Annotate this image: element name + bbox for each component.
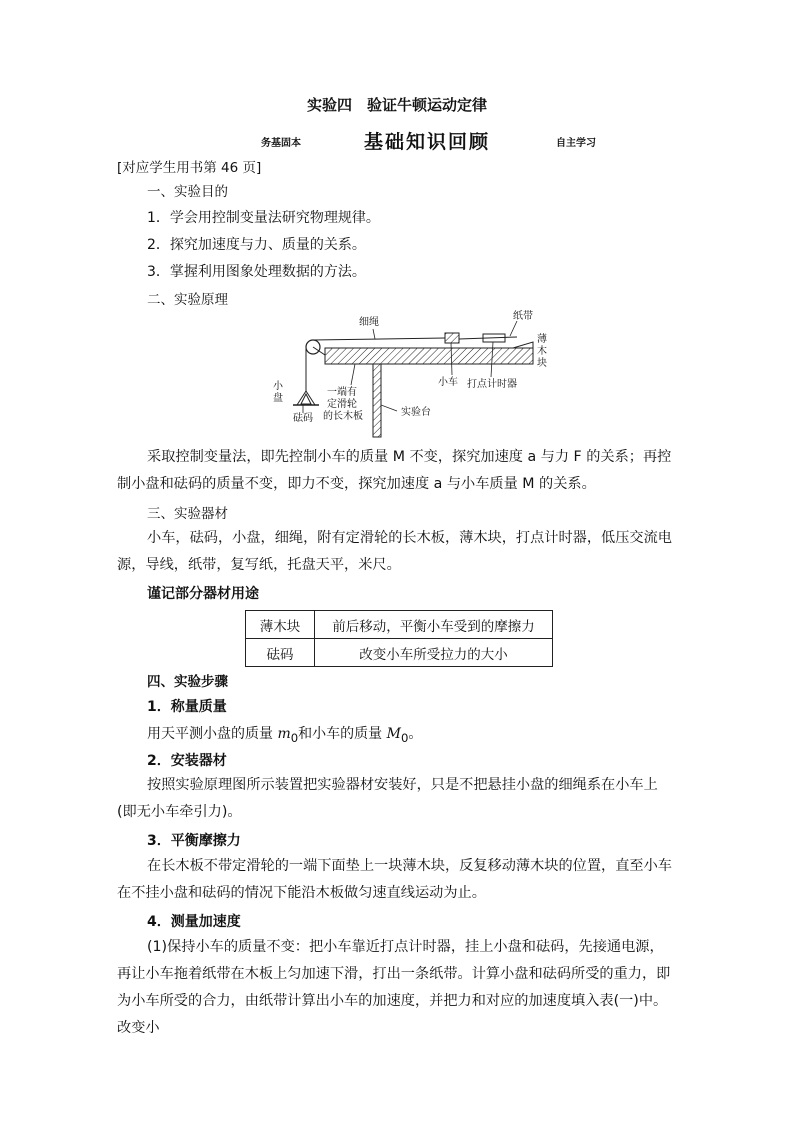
label-tape: 纸带 bbox=[513, 311, 533, 322]
label-block-3: 块 bbox=[537, 358, 547, 369]
page-title: 实验四 验证牛顿运动定律 bbox=[306, 96, 487, 114]
table-cell: 改变小车所受拉力的大小 bbox=[315, 639, 553, 667]
purpose-item: 2．探究加速度与力、质量的关系。 bbox=[147, 237, 366, 253]
cart bbox=[445, 333, 459, 343]
step-title: 4．测量加速度 bbox=[147, 914, 241, 930]
long-board bbox=[325, 348, 533, 364]
band-right-label: 自主学习 bbox=[556, 138, 596, 149]
step-text: 用天平测小盘的质量 $m_0$和小车的质量 $M_0$。 bbox=[147, 726, 423, 745]
label-rope: 细绳 bbox=[359, 317, 379, 328]
purpose-item: 1．学会用控制变量法研究物理规律。 bbox=[147, 210, 380, 226]
label-board-2: 定滑轮 bbox=[327, 399, 357, 410]
label-pan-1: 小 bbox=[273, 381, 283, 392]
section-heading-principle: 二、实验原理 bbox=[147, 292, 228, 308]
step-text: (1)保持小车的质量不变：把小车靠近打点计时器，挂上小盘和砝码，先接通电源，再让小车拖着纸带在木板上匀加速下滑，打出一条纸带。计算小盘和砝码所受的重力，即为小车所受的合力，由纸带计算出小车的加速度，并把力和对应的加速度填入表(一)中。改变小 bbox=[117, 939, 671, 1036]
section-heading-equipment: 三、实验器材 bbox=[147, 506, 228, 522]
section-heading-purpose: 一、实验目的 bbox=[147, 184, 228, 200]
apparatus-diagram bbox=[255, 305, 555, 440]
table-cell: 前后移动，平衡小车受到的摩擦力 bbox=[315, 611, 553, 639]
table-cell: 薄木块 bbox=[246, 611, 315, 639]
principle-paragraph: 采取控制变量法，即先控制小车的质量 M 不变，探究加速度 a 与力 F 的关系；再控制小盘和砝码的质量不变，即力不变，探究加速度 a 与小车质量 M 的关系。 bbox=[117, 449, 672, 492]
step-text: 按照实验原理图所示装置把实验器材安装好，只是不把悬挂小盘的细绳系在小车上(即无小车牵引力)。 bbox=[117, 777, 658, 820]
section-heading-steps: 四、实验步骤 bbox=[147, 674, 228, 690]
label-board-1: 一端有 bbox=[327, 387, 357, 398]
section-banner: 基础知识回顾 bbox=[364, 131, 491, 153]
equipment-use-table bbox=[245, 610, 553, 667]
label-block-1: 薄 bbox=[537, 334, 547, 345]
table-row bbox=[246, 639, 553, 667]
label-cart: 小车 bbox=[438, 377, 458, 388]
table-post bbox=[373, 364, 381, 437]
equipment-note: 谨记部分器材用途 bbox=[147, 586, 259, 602]
label-pan-2: 盘 bbox=[273, 393, 283, 404]
label-weights: 砝码 bbox=[293, 413, 313, 424]
label-timer: 打点计时器 bbox=[467, 379, 517, 390]
equipment-paragraph: 小车，砝码，小盘，细绳，附有定滑轮的长木板，薄木块，打点计时器，低压交流电源，导线，纸带，复写纸，托盘天平，米尺。 bbox=[117, 530, 672, 573]
step-title: 3．平衡摩擦力 bbox=[147, 833, 241, 849]
label-table: 实验台 bbox=[401, 407, 431, 418]
step-text: 在长木板不带定滑轮的一端下面垫上一块薄木块，反复移动薄木块的位置，直至小车在不挂小盘和砝码的情况下能沿木板做匀速直线运动为止。 bbox=[117, 858, 672, 901]
book-reference: [对应学生用书第 46 页] bbox=[117, 160, 262, 176]
table-row bbox=[246, 611, 553, 639]
step-title: 1．称量质量 bbox=[147, 699, 227, 715]
label-board-3: 的长木板 bbox=[323, 411, 363, 422]
table-cell: 砝码 bbox=[246, 639, 315, 667]
purpose-item: 3．掌握利用图象处理数据的方法。 bbox=[147, 264, 366, 280]
thin-block bbox=[513, 342, 533, 348]
band-left-label: 务基固本 bbox=[261, 138, 301, 149]
weights bbox=[301, 394, 311, 404]
step-title: 2．安装器材 bbox=[147, 753, 227, 769]
label-block-2: 木 bbox=[537, 346, 547, 357]
